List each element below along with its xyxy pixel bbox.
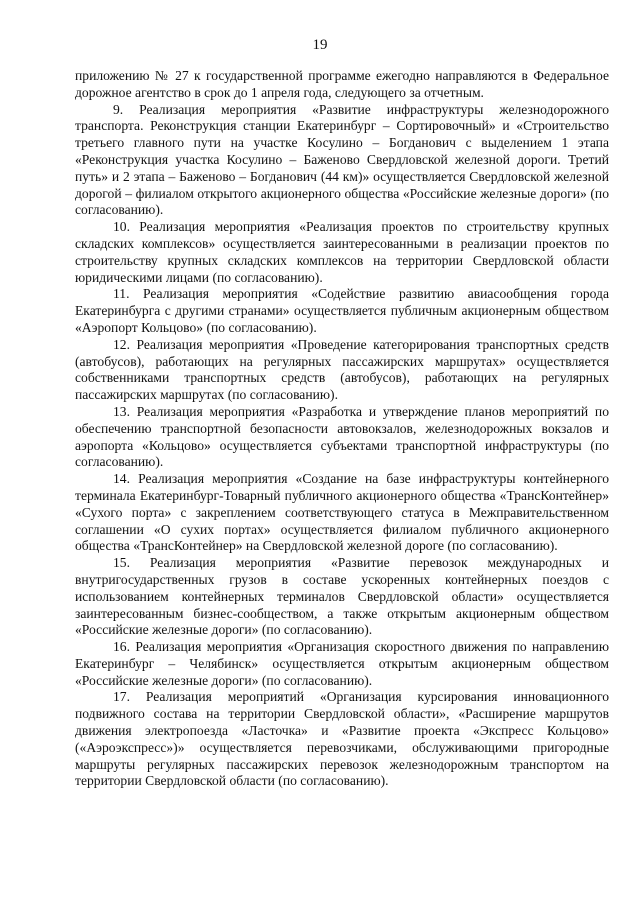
- paragraph-item-11: 11. Реализация мероприятия «Содействие развитию авиасообщения города Екатеринбурга с другими странами» осуществляется публичным акционерным обществом «Аэропорт Кольцово» (по согласованию).: [75, 286, 609, 335]
- paragraph-item-13: 13. Реализация мероприятия «Разработка и утверждение планов мероприятий по обеспечению транспортной безопасности автовокзалов, железнодорожных вокзалов и аэропорта «Кольцово» осуществляется субъектами транспортной инфраструктуры (по согласованию).: [75, 403, 609, 470]
- paragraph-item-16: 16. Реализация мероприятия «Организация скоростного движения по направлению Екатеринбург – Челябинск» осуществляется открытым акционерным обществом «Российские железные дороги» (по согласованию).: [75, 639, 609, 688]
- paragraph-item-10: 10. Реализация мероприятия «Реализация проектов по строительству крупных складских комплексов» осуществляется заинтересованными в реализации проектов по строительству крупных складских комплексов на территории Свердловской области юридическими лицами (по согласованию).: [75, 219, 609, 285]
- paragraph-item-17: 17. Реализация мероприятий «Организация курсирования инновационного подвижного состава на территории Свердловской области», «Расширение маршрутов движения электропоезда «Ласточка» и «Развитие проекта «Экспресс Кольцово» («Аэроэкспресс»)» осуществляется перевозчиками, обслуживающими пригородные маршруты регулярных пассажирских перевозок железнодорожным транспортом на территории Свердловской области (по согласованию).: [75, 689, 609, 789]
- document-body: [75, 68, 609, 790]
- page-number: 19: [312, 37, 328, 53]
- paragraph-item-9: 9. Реализация мероприятия «Развитие инфраструктуры железнодорожного транспорта. Реконструкция станции Екатеринбург – Сортировочный» и «Строительство третьего главного пути на участке Косулино – Богданович с выделением 1 этапа «Реконструкция участка Косулино – Баженово Свердловской железной дороги. Третий путь» и 2 этапа – Баженово – Богданович (44 км)» осуществляется Свердловской железной дорогой – филиалом открытого акционерного общества «Российские железные дороги» (по согласованию).: [75, 101, 609, 218]
- paragraph-item-14: 14. Реализация мероприятия «Создание на базе инфраструктуры контейнерного терминала Екатеринбург-Товарный публичного акционерного общества «ТрансКонтейнер» «Сухого порта» с закреплением соответствующего статуса в Межправительственном соглашении «О сухих портах» осуществляется филиалом публичного акционерного общества «ТрансКонтейнер» на Свердловской железной дороге (по согласованию).: [75, 471, 609, 554]
- paragraph-item-15: 15. Реализация мероприятия «Развитие перевозок международных и внутригосударственных грузов в составе ускоренных контейнерных поездов с использованием контейнерных терминалов Свердловской области» осуществляется заинтересованным бизнес-сообществом, а также открытым акционерным обществом «Российские железные дороги» (по согласованию).: [75, 555, 609, 638]
- paragraph-item-12: 12. Реализация мероприятия «Проведение категорирования транспортных средств (автобусов), работающих на регулярных пассажирских маршрутах» осуществляется собственниками транспортных средств (автобусов), работающих на регулярных пассажирских маршрутах (по согласованию).: [75, 336, 609, 403]
- paragraph-continuation: приложению № 27 к государственной программе ежегодно направляются в Федеральное дорожное агентство в срок до 1 апреля года, следующего за отчетным.: [75, 68, 609, 100]
